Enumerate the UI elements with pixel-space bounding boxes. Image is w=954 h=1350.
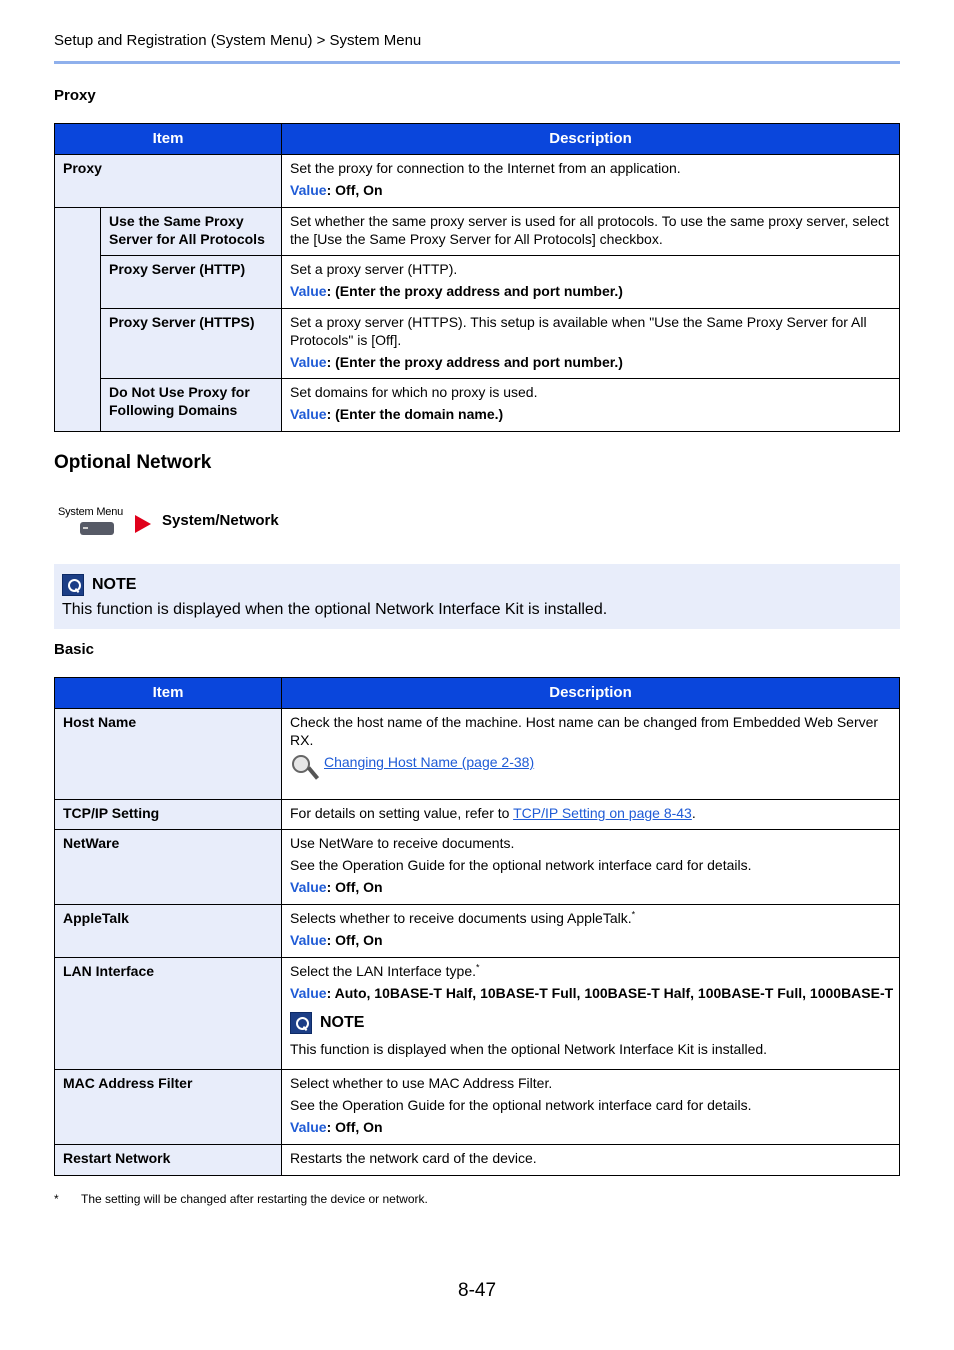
description-text: Set a proxy server (HTTPS). This setup is available when "Use the Same Proxy Server for All Protocols" is [Off].: [290, 314, 867, 348]
description-cell: [282, 1145, 900, 1176]
value-label: Value: [290, 932, 327, 948]
table-header-row: [55, 124, 900, 155]
description-cell: [282, 379, 900, 432]
table-row: [55, 155, 900, 208]
note-box: [54, 564, 900, 629]
description-cell: [282, 309, 900, 379]
value-options: : Off, On: [326, 182, 383, 198]
table-row: [55, 256, 900, 309]
column-header-item: Item: [55, 678, 282, 709]
value-label: Value: [290, 879, 327, 895]
value-label: Value: [290, 406, 327, 422]
value-options: : Off, On: [326, 932, 383, 948]
value-line: [290, 984, 894, 1002]
value-line: [290, 405, 891, 423]
item-appletalk: AppleTalk: [55, 905, 282, 958]
table-row: [55, 905, 900, 958]
item-lan-interface: LAN Interface: [55, 958, 282, 1070]
value-label: Value: [290, 182, 327, 198]
value-line: [290, 1118, 891, 1136]
table-header-row: [55, 678, 900, 709]
value-options: : (Enter the proxy address and port number.): [326, 283, 623, 299]
reference-row: [290, 753, 891, 785]
description-text: Set domains for which no proxy is used.: [290, 384, 538, 400]
value-line: [290, 931, 891, 949]
item-mac-address-filter: MAC Address Filter: [55, 1070, 282, 1145]
value-options: : Off, On: [326, 1119, 383, 1135]
item-restart-network: Restart Network: [55, 1145, 282, 1176]
description-text: Set the proxy for connection to the Internet from an application.: [290, 160, 681, 176]
value-line: [290, 878, 891, 896]
table-row: [55, 379, 900, 432]
item-proxy: Proxy: [55, 155, 282, 208]
footnote-text: The setting will be changed after restarting the device or network.: [81, 1192, 428, 1206]
table-row: [55, 1070, 900, 1145]
note-label: NOTE: [320, 1014, 365, 1031]
description-text: [290, 804, 891, 822]
item-proxy-http: Proxy Server (HTTP): [101, 256, 282, 309]
description-cell: [282, 958, 900, 1070]
description-text: See the Operation Guide for the optional network interface card for details.: [290, 857, 752, 873]
tcpip-setting-link[interactable]: TCP/IP Setting on page 8-43: [513, 805, 692, 821]
description-prefix: For details on setting value, refer to: [290, 805, 514, 821]
description-text: Restarts the network card of the device.: [290, 1150, 537, 1166]
page-number: 8-47: [458, 1280, 497, 1301]
value-line: [290, 181, 891, 199]
description-cell: [282, 905, 900, 958]
description-main: Select the LAN Interface type.: [290, 963, 476, 979]
item-netware: NetWare: [55, 830, 282, 905]
note-icon: [290, 1012, 312, 1034]
table-row: [55, 208, 900, 256]
item-proxy-https: Proxy Server (HTTPS): [101, 309, 282, 379]
description-cell: [282, 256, 900, 309]
basic-heading: Basic: [54, 641, 95, 658]
column-header-item: Item: [55, 124, 282, 155]
description-cell: [282, 155, 900, 208]
value-label: Value: [290, 283, 327, 299]
footnote-mark: *: [54, 1192, 59, 1206]
table-row: [55, 958, 900, 1070]
column-header-description: Description: [282, 678, 900, 709]
proxy-table: [54, 123, 900, 432]
menu-path: System/Network: [162, 512, 279, 529]
value-options: : Auto, 10BASE-T Half, 10BASE-T Full, 100BASE-T Half, 100BASE-T Full, 1000BASE-T: [326, 985, 894, 1001]
value-label: Value: [290, 1119, 327, 1135]
description-text: Set a proxy server (HTTP).: [290, 261, 458, 277]
description-text: See the Operation Guide for the optional network interface card for details.: [290, 1097, 752, 1113]
value-label: Value: [290, 354, 327, 370]
description-text: [290, 909, 891, 927]
description-cell: [282, 1070, 900, 1145]
description-cell: [282, 800, 900, 830]
inner-note: [290, 1012, 891, 1058]
proxy-heading: Proxy: [54, 87, 96, 104]
table-row: [55, 709, 900, 800]
basic-table: [54, 677, 900, 1176]
description-text: [290, 962, 891, 980]
note-icon: [62, 574, 84, 596]
note-text: This function is displayed when the optional Network Interface Kit is installed.: [62, 601, 608, 618]
note-text: This function is displayed when the optional Network Interface Kit is installed.: [290, 1041, 768, 1057]
triangle-right-icon: [135, 515, 151, 533]
description-cell: [282, 208, 900, 256]
description-text: Select whether to use MAC Address Filter.: [290, 1075, 553, 1091]
value-options: : (Enter the domain name.): [326, 406, 504, 422]
description-cell: [282, 709, 900, 800]
indent-cell: [55, 208, 101, 432]
note-label: NOTE: [92, 576, 137, 593]
value-line: [290, 282, 891, 300]
note-heading: [62, 574, 136, 596]
item-same-proxy: Use the Same Proxy Server for All Protocols: [101, 208, 282, 256]
footnote-mark: *: [631, 909, 636, 920]
footnote: [54, 1192, 428, 1206]
table-row: [55, 830, 900, 905]
system-menu-key-icon: [58, 506, 130, 535]
table-row: [55, 1145, 900, 1176]
changing-host-name-link[interactable]: Changing Host Name (page 2-38): [324, 754, 535, 770]
column-header-description: Description: [282, 124, 900, 155]
description-text: Set whether the same proxy server is used for all protocols. To use the same proxy server, select the [Use the Same Proxy Server for All Protocols] checkbox.: [290, 213, 889, 247]
magnifier-icon: [290, 753, 320, 785]
description-cell: [282, 830, 900, 905]
description-suffix: .: [691, 805, 696, 821]
value-options: : Off, On: [326, 879, 383, 895]
footnote-mark: *: [476, 962, 480, 973]
breadcrumb: Setup and Registration (System Menu) > System Menu: [54, 32, 422, 49]
system-menu-key-label: System Menu: [58, 506, 124, 518]
item-no-proxy-domains: Do Not Use Proxy for Following Domains: [101, 379, 282, 432]
key-graphic: [80, 522, 114, 535]
description-text: Use NetWare to receive documents.: [290, 835, 515, 851]
value-options: : (Enter the proxy address and port number.): [326, 354, 623, 370]
item-tcpip-setting: TCP/IP Setting: [55, 800, 282, 830]
item-host-name: Host Name: [55, 709, 282, 800]
section-title: Optional Network: [54, 452, 212, 473]
description-main: Selects whether to receive documents using AppleTalk.: [290, 910, 632, 926]
table-row: [55, 309, 900, 379]
table-row: [55, 800, 900, 830]
description-text: Check the host name of the machine. Host name can be changed from Embedded Web Server RX.: [290, 714, 879, 748]
header-divider: [54, 61, 900, 64]
value-label: Value: [290, 985, 327, 1001]
value-line: [290, 353, 891, 371]
